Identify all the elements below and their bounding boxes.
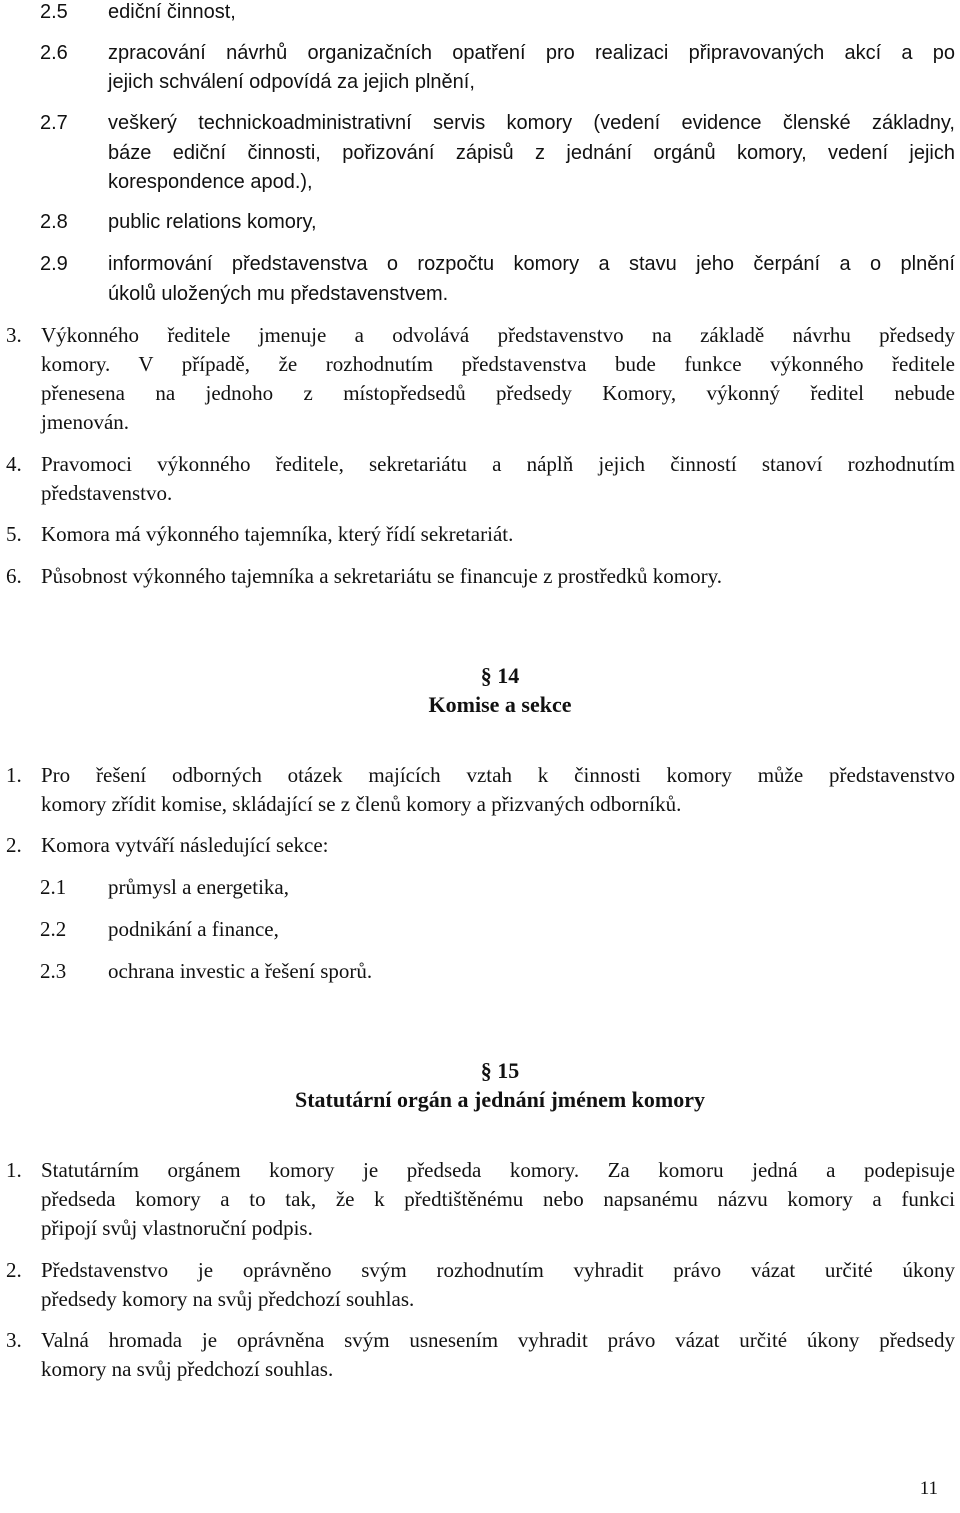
page-number: 11 <box>919 1478 938 1499</box>
paragraph-number: 6. <box>6 564 22 588</box>
paragraph-number: 1. <box>6 1158 22 1182</box>
item-text: podnikání a finance, <box>108 917 279 941</box>
paragraph-text: přenesena na jednoho z místopředsedů předsedy Komory, výkonný ředitel nebude <box>41 381 955 405</box>
paragraph-text: představenstvo. <box>41 481 173 505</box>
section-title: Statutární orgán a jednání jménem komory <box>294 1087 706 1112</box>
paragraph-text: předseda komory a to tak, že k předtištěnému nebo napsanému názvu komory a funkci <box>41 1187 955 1211</box>
item-text: ediční činnost, <box>108 1 236 23</box>
paragraph-number: 2. <box>6 1258 22 1282</box>
paragraph-text: Valná hromada je oprávněna svým usnesením vyhradit právo vázat určité úkony předsedy <box>41 1328 955 1352</box>
paragraph-text: Pravomoci výkonného ředitele, sekretariátu a náplň jejich činností stanoví rozhodnutím <box>41 452 955 476</box>
paragraph-text: Komora má výkonného tajemníka, který řídí sekretariát. <box>41 522 514 546</box>
item-text: úkolů uložených mu představenstvem. <box>108 283 449 305</box>
paragraph-text: Působnost výkonného tajemníka a sekretariátu se financuje z prostředků komory. <box>41 564 722 588</box>
paragraph-text: Pro řešení odborných otázek majících vztah k činnosti komory může představenstvo <box>41 763 955 787</box>
paragraph-number: 4. <box>6 452 22 476</box>
item-number: 2.2 <box>40 917 67 941</box>
paragraph-number: 3. <box>6 1328 22 1352</box>
item-text: public relations komory, <box>108 211 317 233</box>
item-number: 2.8 <box>40 211 68 233</box>
item-text: zpracování návrhů organizačních opatření pro realizaci připravovaných akcí a po <box>108 42 955 64</box>
paragraph-text: Komora vytváří následující sekce: <box>41 833 329 857</box>
item-number: 2.7 <box>40 112 68 134</box>
paragraph-text: připojí svůj vlastnoruční podpis. <box>41 1216 313 1240</box>
item-number: 2.5 <box>40 1 68 23</box>
paragraph-text: Představenstvo je oprávněno svým rozhodnutím vyhradit právo vázat určité úkony <box>41 1258 955 1282</box>
item-number: 2.9 <box>40 253 68 275</box>
section-number: § 15 <box>480 1058 520 1083</box>
item-text: veškerý technickoadministrativní servis komory (vedení evidence členské základny, <box>108 112 955 134</box>
item-number: 2.6 <box>40 42 68 64</box>
item-text: informování představenstva o rozpočtu komory a stavu jeho čerpání a o plnění <box>108 253 955 275</box>
paragraph-number: 5. <box>6 522 22 546</box>
item-text: ochrana investic a řešení sporů. <box>108 959 373 983</box>
paragraph-text: komory na svůj předchozí souhlas. <box>41 1357 334 1381</box>
paragraph-text: předsedy komory na svůj předchozí souhlas. <box>41 1287 415 1311</box>
item-text: průmysl a energetika, <box>108 875 289 899</box>
paragraph-text: komory zřídit komise, skládající se z členů komory a přizvaných odborníků. <box>41 792 682 816</box>
paragraph-text: Výkonného ředitele jmenuje a odvolává představenstvo na základě návrhu předsedy <box>41 323 955 347</box>
item-text: báze ediční činnosti, pořizování zápisů z jednání orgánů komory, vedení jejich <box>108 142 955 164</box>
paragraph-text: jmenován. <box>41 410 130 434</box>
item-number: 2.3 <box>40 959 67 983</box>
paragraph-number: 3. <box>6 323 22 347</box>
item-text: jejich schválení odpovídá za jejich plnění, <box>108 71 475 93</box>
paragraph-text: Statutárním orgánem komory je předseda komory. Za komoru jedná a podepisuje <box>41 1158 955 1182</box>
paragraph-text: komory. V případě, že rozhodnutím představenstva bude funkce výkonného ředitele <box>41 352 955 376</box>
item-number: 2.1 <box>40 875 67 899</box>
paragraph-number: 2. <box>6 833 22 857</box>
paragraph-number: 1. <box>6 763 22 787</box>
section-title: Komise a sekce <box>428 692 572 717</box>
section-number: § 14 <box>480 663 520 688</box>
item-text: korespondence apod.), <box>108 171 313 193</box>
